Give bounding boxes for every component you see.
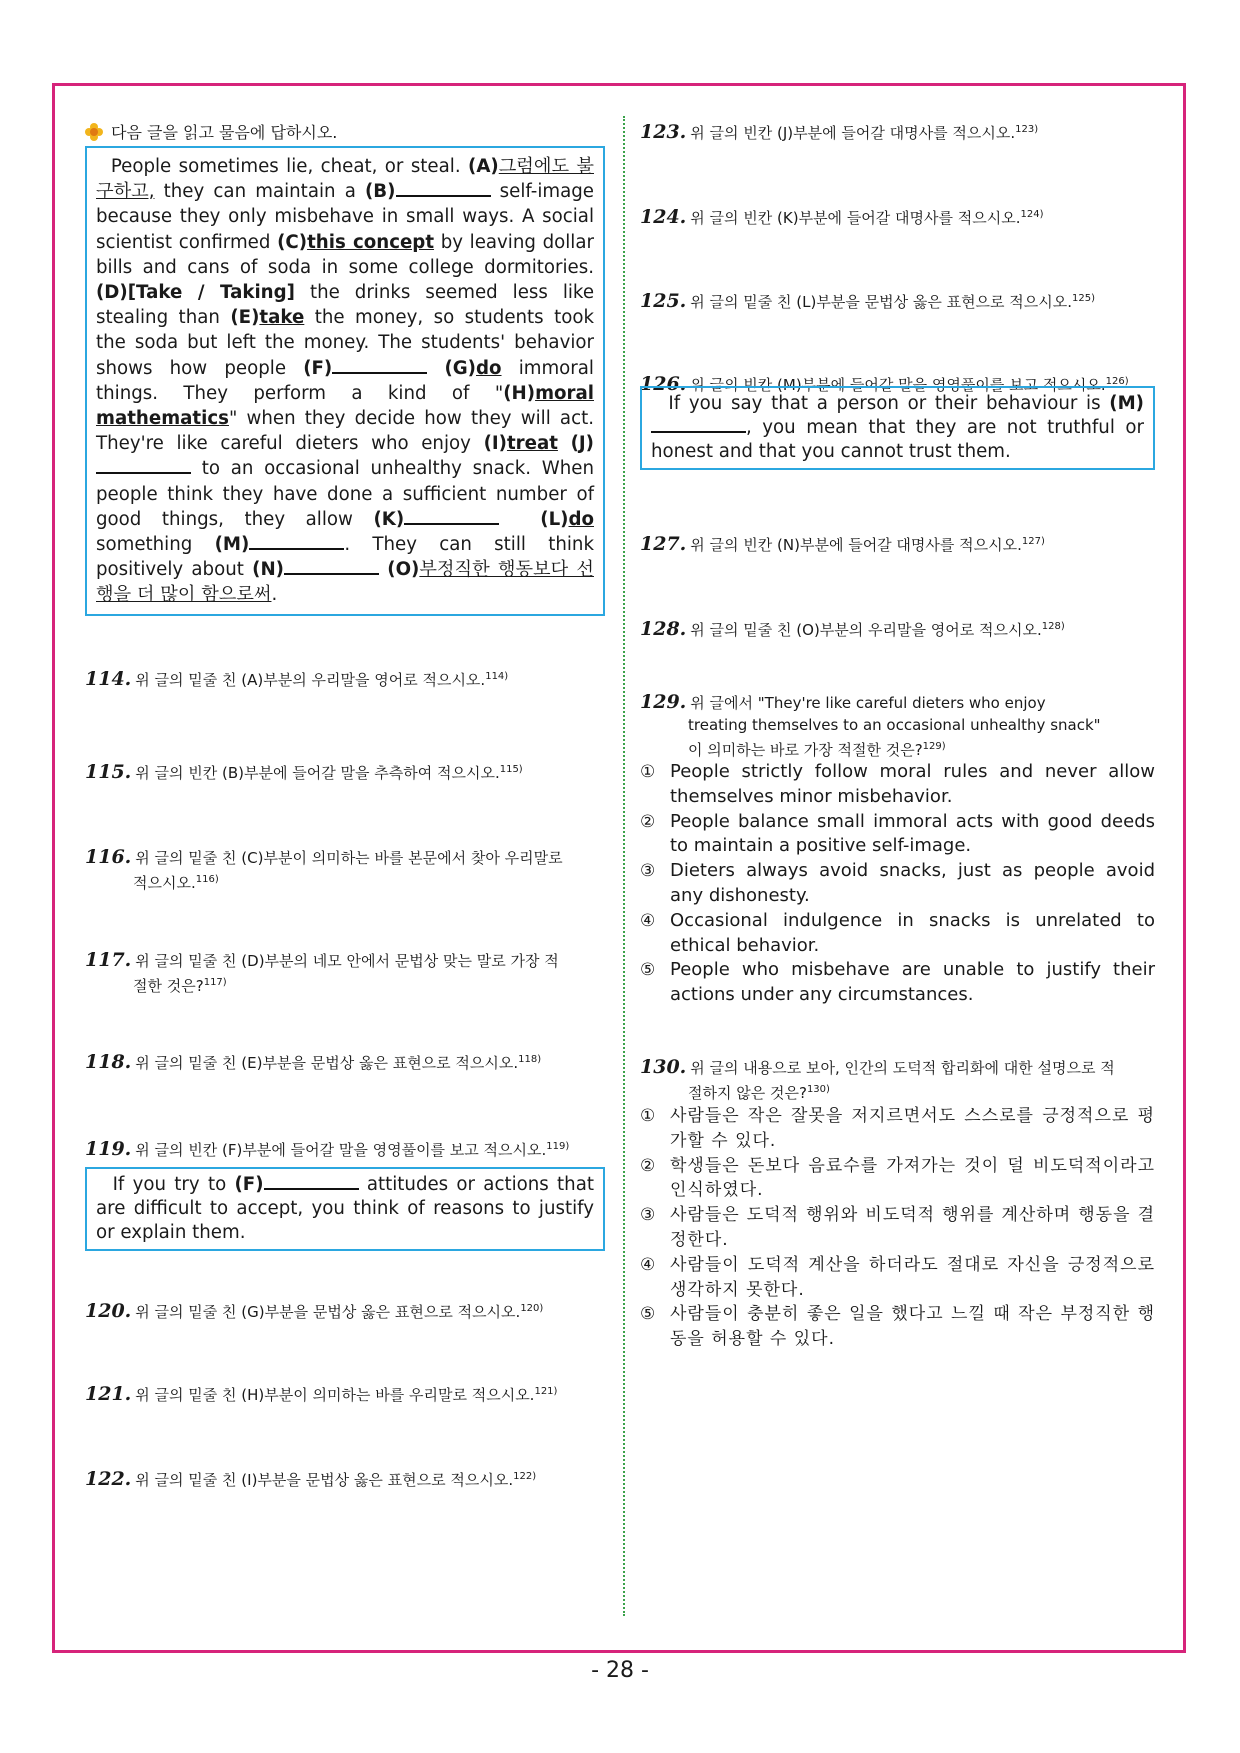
label-k: (K) bbox=[373, 508, 405, 530]
question-127: 127. 위 글의 빈칸 (N)부분에 들어갈 대명사를 적으시오.$^{127)}$ bbox=[640, 533, 1045, 555]
label-b: (B) bbox=[365, 181, 396, 203]
label-i: (I) bbox=[483, 433, 507, 455]
question-120: 120. 위 글의 밑줄 친 (G)부분을 문법상 옳은 표현으로 적으시오.$^{120)}$ bbox=[85, 1300, 544, 1322]
question-125: 125. 위 글의 밑줄 친 (L)부분을 문법상 옳은 표현으로 적으시오.$^{125)}$ bbox=[640, 290, 1096, 312]
label-g: (G) bbox=[444, 357, 476, 379]
label-m: (M) bbox=[214, 534, 250, 556]
label-f: (F) bbox=[303, 357, 333, 379]
underline-i: treat bbox=[506, 433, 558, 455]
instruction bbox=[85, 120, 337, 143]
blank-m bbox=[249, 547, 344, 550]
label-a: (A) bbox=[468, 156, 499, 177]
blank-f-box bbox=[264, 1187, 359, 1190]
blank-f bbox=[332, 371, 427, 374]
question-126: 126. 위 글의 빈칸 (M)부분에 들어갈 말을 영영풀이를 보고 적으시오.$^{126)}$ bbox=[640, 373, 1129, 395]
label-e: (E) bbox=[230, 307, 260, 329]
question-119: 119. 위 글의 빈칸 (F)부분에 들어갈 말을 영영풀이를 보고 적으시오.$^{119)}$ bbox=[85, 1138, 570, 1160]
option-129-3[interactable]: ③ Dieters always avoid snacks, just as people avoid any dishonesty. bbox=[640, 860, 1155, 906]
page-number: - 28 - bbox=[591, 1658, 649, 1683]
option-129-5[interactable]: ⑤ People who misbehave are unable to justify their actions under any circumstances. bbox=[640, 959, 1155, 1006]
option-129-4[interactable]: ④ Occasional indulgence in snacks is unrelated to ethical behavior. bbox=[640, 909, 1155, 956]
label-n: (N) bbox=[252, 559, 284, 581]
definition-box-119: If you try to (F) attitudes or actions that are difficult to accept, you think of reasons to justify or explain them. bbox=[85, 1167, 605, 1251]
definition-box-126: If you say that a person or their behaviour is (M), you mean that they are not truthful or honest and that you cannot trust them. bbox=[640, 386, 1155, 470]
question-114: 114. 위 글의 밑줄 친 (A)부분의 우리말을 영어로 적으시오.$^{114)}$ bbox=[85, 668, 509, 690]
underline-c: this concept bbox=[307, 231, 435, 253]
option-129-1[interactable]: ① People strictly follow moral rules and never allow themselves minor misbehavior. bbox=[640, 761, 1155, 807]
question-122: 122. 위 글의 밑줄 친 (I)부분을 문법상 옳은 표현으로 적으시오.$^{122)}$ bbox=[85, 1468, 537, 1490]
question-115: 115. 위 글의 빈칸 (B)부분에 들어갈 말을 추측하여 적으시오.$^{115)}$ bbox=[85, 761, 523, 783]
underline-l: do bbox=[568, 508, 594, 530]
page-frame bbox=[52, 83, 1186, 1653]
passage-text: People sometimes lie, cheat, or steal. bbox=[110, 156, 461, 177]
question-124: 124. 위 글의 빈칸 (K)부분에 들어갈 대명사를 적으시오.$^{124)}$ bbox=[640, 206, 1044, 228]
question-116: 116. 위 글의 밑줄 친 (C)부분이 의미하는 바를 본문에서 찾아 우리말로 적으시오.$^{116)}$ bbox=[85, 846, 563, 892]
box-d: (D)[Take / Taking] bbox=[96, 282, 295, 304]
options-130 bbox=[640, 1104, 1155, 1352]
option-130-4[interactable]: ④ 사람들이 도덕적 계산을 하더라도 절대로 자신을 긍정적으로 생각하지 못한다. bbox=[640, 1254, 1155, 1300]
label-c: (C) bbox=[277, 231, 308, 253]
blank-n bbox=[284, 572, 379, 575]
label-j: (J) bbox=[570, 433, 594, 455]
reading-passage: People sometimes lie, cheat, or steal. (A)그럼에도 불구하고, they can maintain a (B) self-image because they only misbehave in small ways. A social scientist confirmed (C)this concept by leaving dollar bills and cans of soda in some college dormitories. (D)[Take / Taking] the drinks seemed less like stealing than (E)take the money, so students took the soda but left the money. The students' behavior shows how people (F) (G)do immoral things. They perform a kind of "(H)moral mathematics" when they decide how they will act. They're like careful dieters who enjoy (I)treat (J) to an occasional unhealthy snack. When people think they have done a sufficient number of good things, they allow (K) (L)do something (M) . They can still think positively about (N) (O)부정직한 행동보다 선행을 더 많이 함으로써. bbox=[85, 146, 605, 616]
underline-e: take bbox=[259, 307, 305, 329]
underline-o: 부정직한 행동보다 선행을 더 많이 함으로써 bbox=[96, 559, 594, 606]
question-117: 117. 위 글의 밑줄 친 (D)부분의 네모 안에서 문법상 맞는 말로 가장 적 절한 것은?$^{117)}$ bbox=[85, 949, 559, 995]
blank-k bbox=[404, 522, 499, 525]
label-h: (H) bbox=[503, 382, 536, 404]
question-130: 130. 위 글의 내용으로 보아, 인간의 도덕적 합리화에 대한 설명으로 적 절하지 않은 것은?$^{130)}$ bbox=[640, 1056, 1115, 1102]
question-118: 118. 위 글의 밑줄 친 (E)부분을 문법상 옳은 표현으로 적으시오.$^{118)}$ bbox=[85, 1051, 542, 1073]
blank-j bbox=[96, 471, 191, 474]
options-129 bbox=[640, 760, 1155, 1008]
blank-b bbox=[396, 194, 491, 197]
label-o: (O) bbox=[387, 559, 420, 581]
underline-g: do bbox=[476, 357, 502, 379]
instruction-text: 다음 글을 읽고 물음에 답하시오. bbox=[111, 123, 338, 142]
option-130-3[interactable]: ③ 사람들은 도덕적 행위와 비도덕적 행위를 계산하며 행동을 결정한다. bbox=[640, 1205, 1155, 1250]
option-130-2[interactable]: ② 학생들은 돈보다 음료수를 가져가는 것이 덜 비도덕적이라고 인식하였다. bbox=[640, 1155, 1155, 1201]
question-123: 123. 위 글의 빈칸 (J)부분에 들어갈 대명사를 적으시오.$^{123)}$ bbox=[640, 121, 1039, 143]
underline-a: 그럼에도 불구하고, bbox=[96, 156, 594, 203]
column-divider bbox=[623, 116, 625, 1616]
question-121: 121. 위 글의 밑줄 친 (H)부분이 의미하는 바를 우리말로 적으시오.$^{121)}$ bbox=[85, 1383, 558, 1405]
label-l: (L) bbox=[540, 508, 569, 530]
option-130-1[interactable]: ① 사람들은 작은 잘못을 저지르면서도 스스로를 긍정적으로 평가할 수 있다. bbox=[640, 1106, 1155, 1151]
underline-h: moral mathematics bbox=[96, 382, 594, 430]
option-130-5[interactable]: ⑤ 사람들이 충분히 좋은 일을 했다고 느낄 때 작은 부정직한 행동을 허용할 수 있다. bbox=[640, 1304, 1155, 1350]
question-128: 128. 위 글의 밑줄 친 (O)부분의 우리말을 영어로 적으시오.$^{128)}$ bbox=[640, 618, 1065, 640]
flower-icon bbox=[85, 123, 103, 141]
option-129-2[interactable]: ② People balance small immoral acts with good deeds to maintain a positive self-image. bbox=[640, 810, 1155, 857]
question-129: 129. 위 글에서 "They're like careful dieters who enjoy treating themselves to an occasional unhealthy snack" 이 의미하는 바로 가장 적절한 것은?$^{129)}$ bbox=[640, 691, 1101, 759]
blank-m-box bbox=[651, 430, 746, 433]
